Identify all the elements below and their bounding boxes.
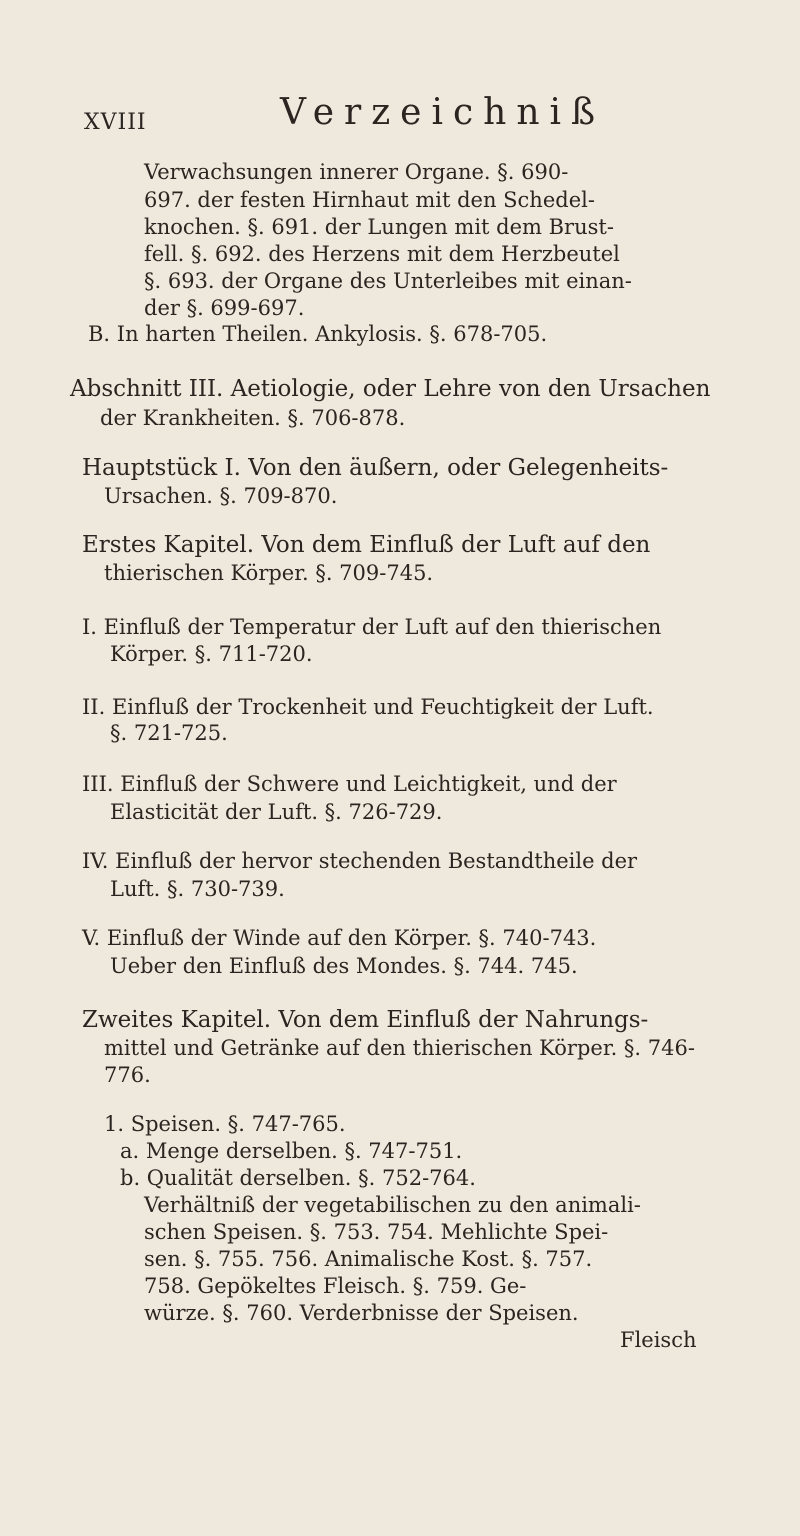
list-item: b. Qualität derselben. §. 752-764.: [120, 1166, 476, 1190]
list-item: IV. Einfluß der hervor stechenden Bestandtheile der: [82, 849, 638, 873]
text-line: Verwachsungen innerer Organe. §. 690-: [144, 160, 569, 184]
list-item-cont: Körper. §. 711-720.: [110, 642, 313, 666]
text-line: Ursachen. §. 709-870.: [104, 484, 338, 508]
list-item: II. Einfluß der Trockenheit und Feuchtigkeit der Luft.: [82, 695, 654, 719]
text-line: der §. 699-697.: [144, 296, 305, 320]
running-head: Verzeichniß: [280, 92, 606, 133]
text-line: der Krankheiten. §. 706-878.: [100, 406, 406, 430]
text-line: mittel und Getränke auf den thierischen Körper. §. 746-: [104, 1036, 695, 1060]
list-item-cont: Ueber den Einfluß des Mondes. §. 744. 745.: [110, 954, 578, 978]
list-item-cont: Elasticität der Luft. §. 726-729.: [110, 800, 443, 824]
list-item: I. Einfluß der Temperatur der Luft auf den thierischen: [82, 615, 662, 639]
text-line: 697. der festen Hirnhaut mit den Schedel-: [144, 188, 595, 212]
text-line: 758. Gepökeltes Fleisch. §. 759. Ge-: [144, 1274, 527, 1298]
heading-line: Zweites Kapitel. Von dem Einfluß der Nahrungs-: [82, 1007, 649, 1033]
text-line: würze. §. 760. Verderbnisse der Speisen.: [144, 1301, 579, 1325]
text-line: sen. §. 755. 756. Animalische Kost. §. 757.: [144, 1247, 593, 1271]
text-line: §. 693. der Organe des Unterleibes mit einan-: [144, 269, 632, 293]
folio: XVIII: [84, 110, 147, 135]
text-line: fell. §. 692. des Herzens mit dem Herzbeutel: [144, 242, 620, 266]
text-line: Verhältniß der vegetabilischen zu den animali-: [144, 1193, 641, 1217]
list-item-cont: §. 721-725.: [110, 721, 228, 745]
text-line: schen Speisen. §. 753. 754. Mehlichte Spei-: [144, 1220, 609, 1244]
catchword: Fleisch: [620, 1328, 697, 1352]
list-item: V. Einfluß der Winde auf den Körper. §. 740-743.: [82, 926, 597, 950]
text-line: 776.: [104, 1063, 151, 1087]
list-item-cont: Luft. §. 730-739.: [110, 877, 285, 901]
page-header: [0, 92, 800, 142]
list-item: a. Menge derselben. §. 747-751.: [120, 1139, 463, 1163]
text-line: thierischen Körper. §. 709-745.: [104, 561, 434, 585]
heading-line: Hauptstück I. Von den äußern, oder Gelegenheits-: [82, 455, 669, 481]
heading-line: Abschnitt III. Aetiologie, oder Lehre von den Ursachen: [70, 376, 711, 402]
list-item: III. Einfluß der Schwere und Leichtigkeit, und der: [82, 772, 617, 796]
list-item: 1. Speisen. §. 747-765.: [104, 1112, 346, 1136]
text-line: B. In harten Theilen. Ankylosis. §. 678-705.: [88, 322, 548, 346]
heading-line: Erstes Kapitel. Von dem Einfluß der Luft auf den: [82, 532, 651, 558]
text-line: knochen. §. 691. der Lungen mit dem Brust-: [144, 215, 614, 239]
